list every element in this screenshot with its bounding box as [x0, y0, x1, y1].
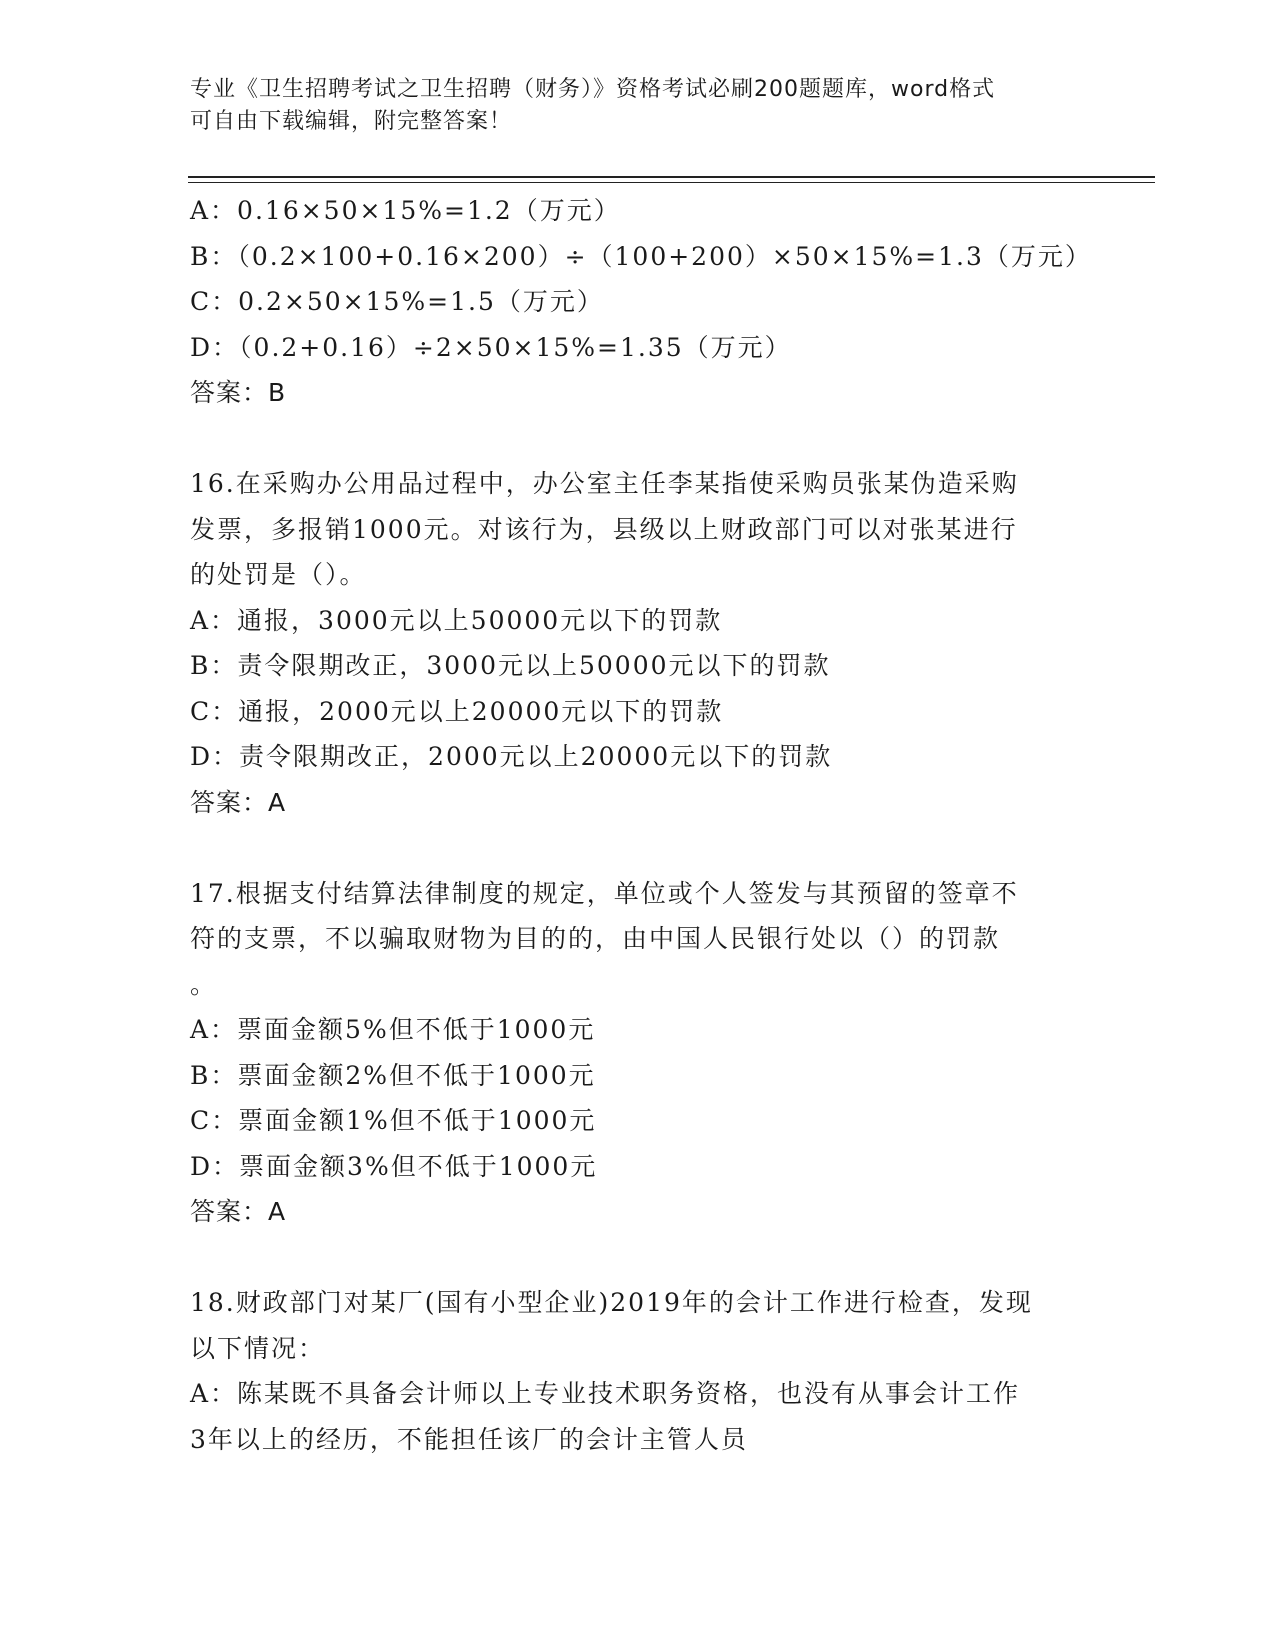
question-17-answer: 答案：A: [190, 1197, 287, 1226]
document-body: [190, 188, 1090, 1462]
question-15-options: [190, 188, 1090, 416]
question-16-option-a: A：通报，3000元以上50000元以下的罚款: [190, 605, 723, 635]
header-divider-thin: [188, 182, 1155, 183]
header-divider-thick: [188, 176, 1155, 178]
question-17-stem-line-1: 17.根据支付结算法律制度的规定，单位或个人签发与其预留的签章不: [190, 878, 1019, 908]
question-17-option-d: D：票面金额3%但不低于1000元: [190, 1151, 598, 1181]
document-header: [190, 74, 1070, 138]
question-17-option-b: B：票面金额2%但不低于1000元: [190, 1060, 596, 1090]
header-title-line-1: 专业《卫生招聘考试之卫生招聘（财务）》资格考试必刷200题题库，word格式: [190, 77, 996, 102]
question-16-option-b: B：责令限期改正，3000元以上50000元以下的罚款: [190, 651, 831, 680]
question-15-option-d: D：（0.2+0.16）÷2×50×15%=1.35（万元）: [190, 332, 792, 362]
question-15-option-c: C：0.2×50×15%=1.5（万元）: [190, 287, 604, 316]
question-16-stem-line-2: 发票，多报销1000元。对该行为，县级以上财政部门可以对张某进行: [190, 514, 1018, 544]
question-17: [190, 871, 1090, 1235]
question-18-option-a-line-2: 3年以上的经历，不能担任该厂的会计主管人员: [190, 1424, 748, 1454]
question-16-option-c: C：通报，2000元以上20000元以下的罚款: [190, 696, 724, 726]
question-16: [190, 461, 1090, 825]
question-15-answer: 答案：B: [190, 378, 287, 407]
question-18: [190, 1280, 1090, 1462]
question-18-option-a-line-1: A：陈某既不具备会计师以上专业技术职务资格，也没有从事会计工作: [190, 1379, 1021, 1408]
header-title-line-2: 可自由下载编辑，附完整答案！: [190, 109, 513, 134]
question-16-answer: 答案：A: [190, 787, 287, 817]
question-15-option-b: B：（0.2×100+0.16×200）÷（100+200）×50×15%=1.3（万元）: [190, 241, 1092, 271]
question-18-stem-line-2: 以下情况：: [190, 1333, 326, 1363]
question-17-option-a: A：票面金额5%但不低于1000元: [190, 1015, 596, 1044]
question-17-stem-line-3: 。: [190, 969, 218, 999]
question-17-option-c: C：票面金额1%但不低于1000元: [190, 1106, 597, 1135]
question-17-stem-line-2: 符的支票，不以骗取财物为目的的，由中国人民银行处以（）的罚款: [190, 924, 1001, 953]
spacer: [190, 1235, 1090, 1281]
spacer: [190, 416, 1090, 462]
question-18-stem-line-1: 18.财政部门对某厂(国有小型企业)2019年的会计工作进行检查，发现: [190, 1288, 1033, 1317]
question-15-option-a: A：0.16×50×15%=1.2（万元）: [190, 196, 621, 225]
spacer: [190, 825, 1090, 871]
question-16-stem-line-1: 16.在采购办公用品过程中，办公室主任李某指使采购员张某伪造采购: [190, 469, 1019, 498]
question-16-option-d: D：责令限期改正，2000元以上20000元以下的罚款: [190, 742, 833, 771]
question-16-stem-line-3: 的处罚是（）。: [190, 560, 367, 589]
